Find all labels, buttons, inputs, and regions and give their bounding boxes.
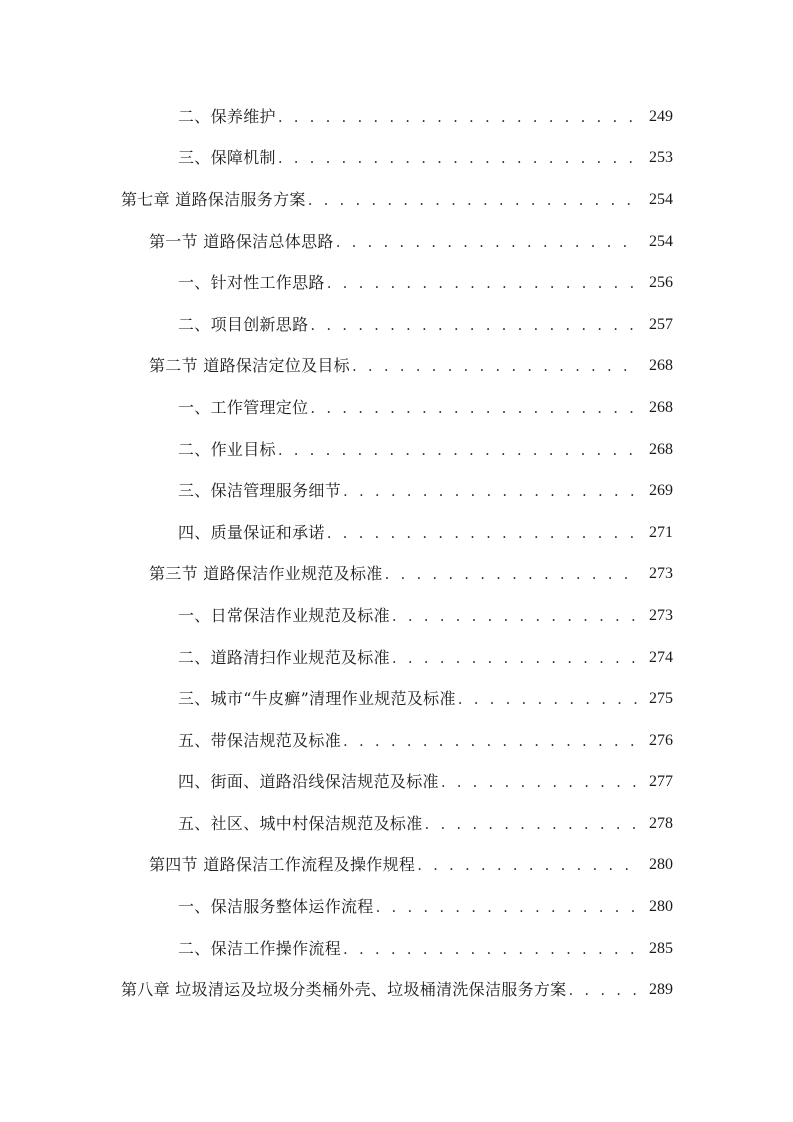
- toc-entry-title: 二、项目创新思路: [178, 314, 309, 334]
- toc-dot-leader: [417, 855, 637, 875]
- toc-dot-leader: [327, 273, 637, 293]
- table-of-contents: [0, 96, 793, 1011]
- toc-dot-leader: [458, 689, 637, 709]
- toc-entry-title: 第四节 道路保洁工作流程及操作规程: [149, 855, 416, 875]
- toc-dot-leader: [385, 564, 637, 584]
- toc-entry-page: 257: [649, 315, 673, 333]
- toc-entry-page: 254: [649, 190, 673, 208]
- toc-entry-page: 276: [649, 731, 673, 749]
- toc-entry-title: 二、保养维护: [178, 106, 276, 126]
- toc-entry-page: 273: [649, 606, 673, 624]
- toc-dot-leader: [336, 232, 637, 252]
- toc-entry-title: 一、日常保洁作业规范及标准: [178, 605, 390, 625]
- toc-dot-leader: [327, 523, 637, 543]
- toc-entry[interactable]: [0, 803, 793, 845]
- toc-dot-leader: [310, 315, 637, 335]
- toc-entry-page: 268: [649, 398, 673, 416]
- toc-entry[interactable]: [0, 387, 793, 429]
- toc-entry-page: 256: [649, 274, 673, 292]
- toc-entry-page: 289: [649, 981, 673, 999]
- toc-entry-title: 三、城市“牛皮癣”清理作业规范及标准: [178, 689, 456, 709]
- toc-entry-page: 285: [649, 939, 673, 957]
- toc-entry[interactable]: [0, 720, 793, 762]
- toc-entry-title: 一、工作管理定位: [178, 397, 309, 417]
- toc-entry[interactable]: [0, 221, 793, 263]
- toc-dot-leader: [278, 107, 637, 127]
- toc-entry-title: 第三节 道路保洁作业规范及标准: [149, 564, 383, 584]
- toc-entry[interactable]: [0, 969, 793, 1011]
- toc-entry-title: 三、保洁管理服务细节: [178, 481, 342, 501]
- toc-dot-leader: [343, 481, 637, 501]
- toc-dot-leader: [310, 398, 637, 418]
- toc-entry-title: 第七章 道路保洁服务方案: [121, 189, 306, 209]
- toc-entry-page: 271: [649, 523, 673, 541]
- toc-dot-leader: [441, 772, 637, 792]
- toc-dot-leader: [425, 814, 637, 834]
- toc-dot-leader: [392, 648, 637, 668]
- toc-entry-page: 277: [649, 773, 673, 791]
- toc-entry-page: 249: [649, 107, 673, 125]
- toc-entry-page: 273: [649, 565, 673, 583]
- toc-entry-title: 一、针对性工作思路: [178, 273, 325, 293]
- toc-dot-leader: [569, 980, 638, 1000]
- toc-entry[interactable]: [0, 262, 793, 304]
- toc-entry-title: 第一节 道路保洁总体思路: [149, 231, 334, 251]
- toc-entry-title: 二、保洁工作操作流程: [178, 938, 342, 958]
- toc-entry[interactable]: [0, 138, 793, 180]
- toc-entry[interactable]: [0, 595, 793, 637]
- toc-dot-leader: [343, 939, 637, 959]
- toc-entry-title: 五、社区、城中村保洁规范及标准: [178, 813, 423, 833]
- toc-entry-page: 275: [649, 690, 673, 708]
- toc-entry[interactable]: [0, 928, 793, 970]
- toc-dot-leader: [352, 356, 637, 376]
- toc-entry-page: 268: [649, 357, 673, 375]
- toc-entry-page: 268: [649, 440, 673, 458]
- toc-entry-title: 二、道路清扫作业规范及标准: [178, 647, 390, 667]
- toc-dot-leader: [392, 606, 637, 626]
- toc-entry-page: 278: [649, 814, 673, 832]
- toc-dot-leader: [278, 148, 637, 168]
- toc-entry-title: 第八章 垃圾清运及垃圾分类桶外壳、垃圾桶清洗保洁服务方案: [121, 980, 567, 1000]
- toc-entry-page: 274: [649, 648, 673, 666]
- toc-entry[interactable]: [0, 304, 793, 346]
- toc-entry-page: 253: [649, 149, 673, 167]
- toc-entry[interactable]: [0, 886, 793, 928]
- toc-entry[interactable]: [0, 762, 793, 804]
- toc-entry-title: 四、质量保证和承诺: [178, 522, 325, 542]
- toc-entry[interactable]: [0, 678, 793, 720]
- toc-entry-title: 一、保洁服务整体运作流程: [178, 897, 374, 917]
- toc-dot-leader: [278, 440, 637, 460]
- toc-dot-leader: [343, 731, 637, 751]
- toc-entry-page: 254: [649, 232, 673, 250]
- toc-entry[interactable]: [0, 429, 793, 471]
- toc-entry[interactable]: [0, 845, 793, 887]
- toc-entry[interactable]: [0, 637, 793, 679]
- toc-entry[interactable]: [0, 554, 793, 596]
- toc-entry-page: 280: [649, 856, 673, 874]
- toc-entry-title: 五、带保洁规范及标准: [178, 730, 342, 750]
- toc-entry-title: 二、作业目标: [178, 439, 276, 459]
- toc-entry-title: 第二节 道路保洁定位及目标: [149, 356, 350, 376]
- toc-dot-leader: [376, 897, 637, 917]
- toc-dot-leader: [308, 190, 637, 210]
- toc-entry-page: 280: [649, 898, 673, 916]
- toc-entry[interactable]: [0, 470, 793, 512]
- toc-entry[interactable]: [0, 179, 793, 221]
- toc-entry-title: 四、街面、道路沿线保洁规范及标准: [178, 772, 439, 792]
- toc-entry[interactable]: [0, 96, 793, 138]
- toc-entry[interactable]: [0, 512, 793, 554]
- toc-entry-title: 三、保障机制: [178, 148, 276, 168]
- toc-entry-page: 269: [649, 482, 673, 500]
- toc-entry[interactable]: [0, 346, 793, 388]
